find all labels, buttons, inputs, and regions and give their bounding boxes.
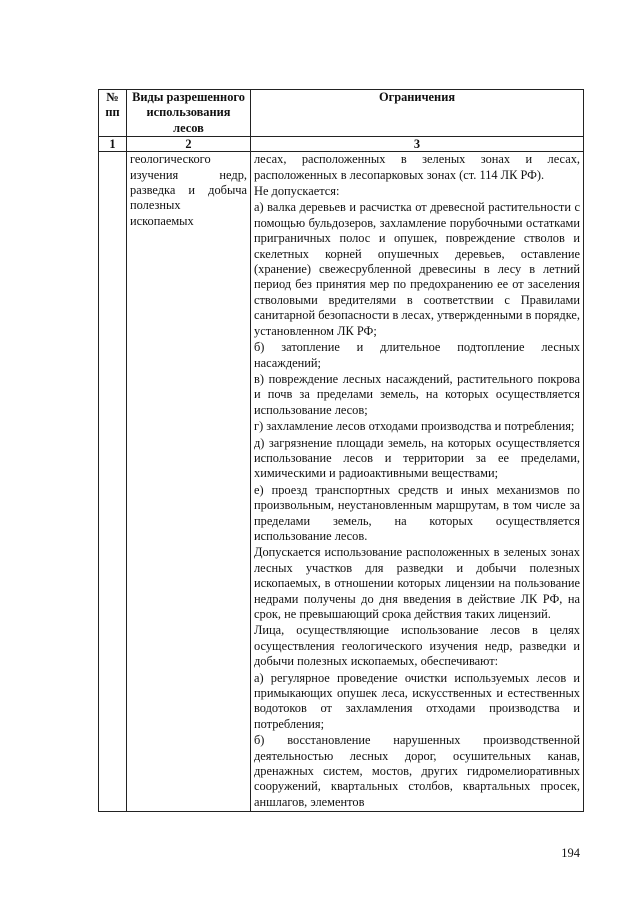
restrictions-table [98,89,584,812]
column-number-3: 3 [251,137,584,152]
restriction-paragraph: е) проезд транспортных средств и иных механизмов по произвольным, неустановленным маршрутам, в том числе за пределами земель, на которых осуществляется использование лесов. [254,482,580,543]
restriction-paragraph: в) повреждение лесных насаждений, растительного покрова и почв за пределами земель, на которых осуществляется использование лесов; [254,371,580,417]
usage-type-line: полезных [130,198,181,213]
usage-type-cell [127,152,251,812]
restriction-paragraph: б) восстановление нарушенных производственной деятельностью лесных дорог, осушительных канав, дренажных систем, мостов, других гидромелиоративных сооружений, квартальных столбов, квартальных просек, аншлагов, элементов [254,733,580,809]
restriction-paragraph: а) регулярное проведение очистки используемых лесов и примыкающих опушек леса, искусственных и естественных водотоков от захламления отходами производства и потребления; [254,670,580,731]
header-restrictions: Ограничения [251,90,584,137]
page-number: 194 [561,846,580,860]
usage-type-line: ископаемых [130,213,194,228]
restrictions-cell [251,152,584,812]
restriction-paragraph: а) валка деревьев и расчистка от древесной растительности с помощью бульдозеров, захламление порубочными остатками приграничных полос и опушек, повреждение стволов и скелетных корней опушечных деревьев, оставление (хранение) свежесрубленной древесины в лесу в летний период без принятия мер по предохранению ее от заселения стволовыми вредителями в соответствии с Правилами санитарной безопасности в лесах, утвержденными в порядке, установленном ЛК РФ; [254,200,580,338]
restriction-paragraph: д) загрязнение площади земель, на которых осуществляется использование лесов и территории за ее пределами, химическими и радиоактивными веществами; [254,435,580,481]
column-number-1: 1 [99,137,127,152]
restriction-paragraph: б) затопление и длительное подтопление лесных насаждений; [254,340,580,370]
usage-type-line: геологического [130,152,211,167]
restriction-paragraph: г) захламление лесов отходами производства и потребления; [254,419,575,434]
table-header-row [99,90,584,137]
usage-type-line: изучения недр, [130,167,247,182]
restriction-paragraph: лесах, расположенных в зеленых зонах и лесах, расположенных в лесопарковых зонах (ст. 114 ЛК РФ). [254,152,580,182]
header-num: № пп [99,90,127,137]
column-number-row [99,137,584,152]
header-usage-type: Виды разрешенного использования лесов [127,90,251,137]
table-row [99,152,584,812]
restriction-paragraph: Лица, осуществляющие использование лесов в целях осуществления геологического изучения недр, разведки и добычи полезных ископаемых, обеспечивают: [254,623,580,669]
column-number-2: 2 [127,137,251,152]
row-num-cell [99,152,127,812]
usage-type-line: разведка и добыча [130,183,247,198]
restriction-paragraph: Допускается использование расположенных в зеленых зонах лесных участков для разведки и добычи полезных ископаемых, в отношении которых лицензии на пользование недрами получены до дня введения в действие ЛК РФ, на срок, не превышающий срока действия таких лицензий. [254,545,580,621]
restriction-paragraph: Не допускается: [254,184,340,199]
